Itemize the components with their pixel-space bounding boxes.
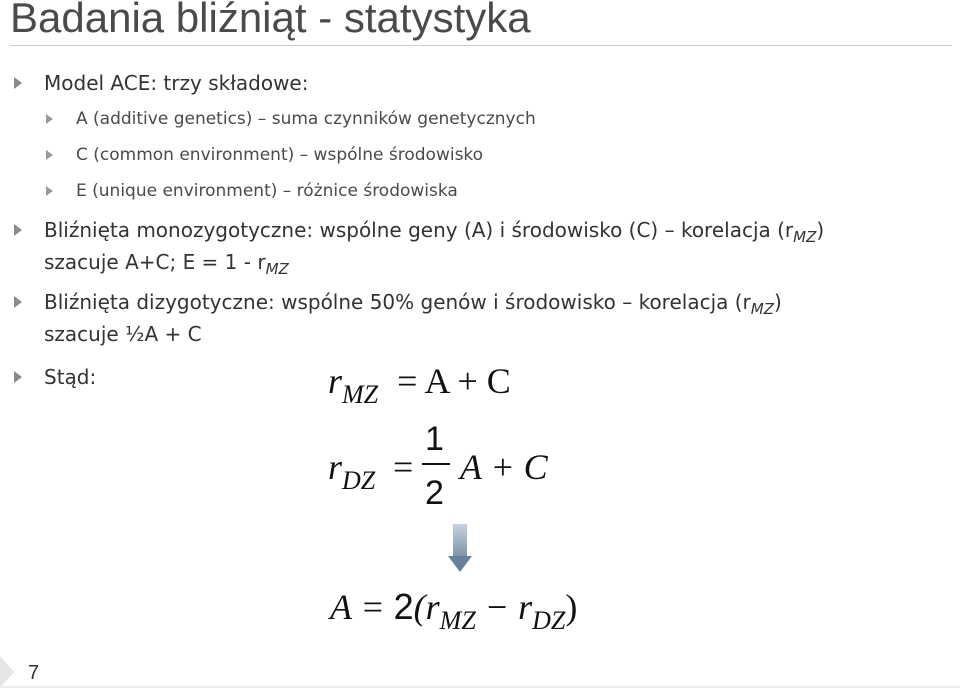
mz-subscript: MZ xyxy=(793,228,817,246)
eq1-subscript: MZ xyxy=(342,380,379,409)
sub-bullet-e: E (unique environment) – różnice środowiska xyxy=(76,181,458,201)
down-arrow-head-icon xyxy=(448,556,472,572)
eq2-r: r xyxy=(328,447,343,487)
mz-estimate-text: szacuje A+C; E = 1 - r xyxy=(44,250,266,274)
eq3-sub-mz: MZ xyxy=(439,606,476,635)
eq3-close: ) xyxy=(565,587,578,627)
equation-rdz-lhs xyxy=(328,446,375,496)
dz-text: Bliźnięta dizygotyczne: wspólne 50% genów i środowisko – korelacja (r xyxy=(44,290,751,314)
bullet-arrow-icon xyxy=(14,371,22,383)
eq2-denominator: 2 xyxy=(425,474,444,512)
bullet-arrow-icon xyxy=(14,296,22,308)
eq2-equals: = xyxy=(393,447,414,487)
dz-close-paren: ) xyxy=(774,290,782,314)
down-arrow-icon xyxy=(453,524,467,558)
eq2-rhs: A + C xyxy=(460,447,548,487)
eq3-two: 2 xyxy=(393,586,414,627)
eq3-open: (r xyxy=(413,587,440,627)
sub-bullet-arrow-icon xyxy=(46,186,53,196)
mz-estimate-subscript: MZ xyxy=(265,260,289,278)
dz-subscript: MZ xyxy=(750,300,774,318)
bullet-arrow-icon xyxy=(14,224,22,236)
mz-text: Bliźnięta monozygotyczne: wspólne geny (A) i środowisko (C) – korelacja (r xyxy=(44,218,794,242)
bullet-dizygotic-line2: szacuje ½A + C xyxy=(44,322,202,346)
eq3-minus: − r xyxy=(475,587,533,627)
bullet-arrow-icon xyxy=(14,77,22,89)
eq2-subscript: DZ xyxy=(342,466,376,495)
footer-decoration xyxy=(0,656,14,688)
eq1-rhs: = A + C xyxy=(397,361,511,401)
sub-bullet-c: C (common environment) – wspólne środowisko xyxy=(76,145,484,165)
slide-title: Badania bliźniąt - statystyka xyxy=(10,0,531,41)
eq1-r: r xyxy=(328,361,343,401)
sub-bullet-arrow-icon xyxy=(46,150,53,160)
bullet-monozygotic-line2 xyxy=(44,247,289,284)
title-divider xyxy=(10,45,952,46)
sub-bullet-arrow-icon xyxy=(46,114,53,124)
bullet-hence: Stąd: xyxy=(44,365,97,389)
bullet-model-ace: Model ACE: trzy składowe: xyxy=(44,71,309,95)
sub-bullet-a: A (additive genetics) – suma czynników genetycznych xyxy=(76,109,536,129)
eq2-numerator: 1 xyxy=(425,420,444,458)
eq3-lhs: A = xyxy=(330,587,394,627)
mz-close-paren: ) xyxy=(816,218,825,242)
equation-a xyxy=(330,586,577,636)
page-number: 7 xyxy=(28,662,40,684)
equation-rmz xyxy=(328,360,511,410)
eq3-sub-dz: DZ xyxy=(532,606,566,635)
fraction-bar xyxy=(422,463,450,465)
